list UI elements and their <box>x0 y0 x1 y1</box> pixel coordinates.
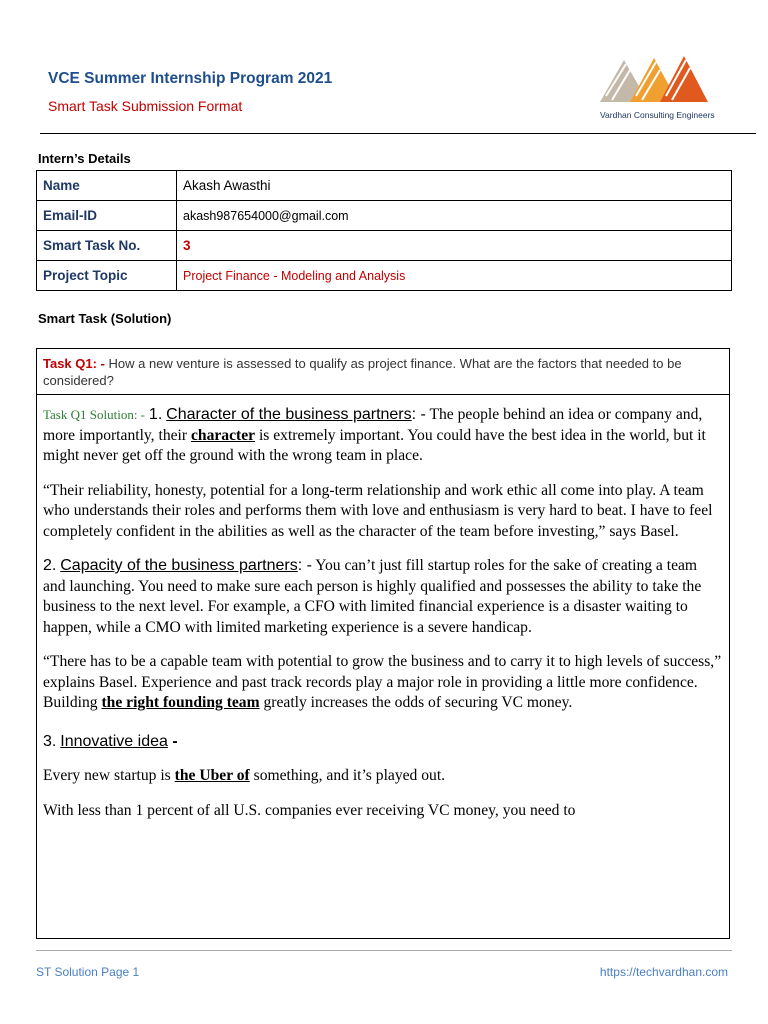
paragraph <box>43 732 723 753</box>
paragraph-1-bold: character <box>190 426 256 444</box>
project-topic-value: Project Finance - Modeling and Analysis <box>177 261 732 291</box>
name-key: Name <box>37 171 177 201</box>
paragraph <box>43 766 723 787</box>
table-row <box>37 231 732 261</box>
logo-caption: Vardhan Consulting Engineers <box>600 110 715 120</box>
table-row <box>37 261 732 291</box>
heading-3-title: Innovative idea <box>60 732 168 750</box>
paragraph-4a: “There has to be a capable team with potential to grow the business and to carry it to high levels of success,” explains Basel. Experience and past track records play a major role in providing a little more confidence. Building <box>43 653 722 711</box>
solution-body <box>37 395 729 821</box>
footer-link[interactable]: https://techvardhan.com <box>599 965 728 979</box>
intern-details-heading: Intern’s Details <box>38 151 131 166</box>
paragraph <box>43 556 723 638</box>
footer-divider <box>36 950 732 951</box>
heading-2-suffix: : - <box>297 557 312 574</box>
paragraph-2: “Their reliability, honesty, potential for a long-term relationship and work ethic all come into play. A team who understands their roles and performs them with love and enthusiasm is very hard to beat. I have to feel completely confident in the abilities as well as the character of the team before investing,” says Basel. <box>43 481 713 540</box>
heading-1-title: Character of the business partners <box>166 406 412 423</box>
solution-box <box>36 348 730 939</box>
heading-1-number: 1. <box>148 406 163 423</box>
table-row <box>37 201 732 231</box>
name-value: Akash Awasthi <box>177 171 732 201</box>
intern-details-table <box>36 170 732 291</box>
paragraph-5-bold: the Uber of <box>174 767 250 784</box>
heading-1-suffix: : - <box>411 406 426 423</box>
table-row <box>37 171 732 201</box>
paragraph-5b: something, and it’s played out. <box>249 767 446 784</box>
header-divider <box>40 133 756 134</box>
solution-label: Task Q1 Solution: - <box>43 407 146 422</box>
heading-2-title: Capacity of the business partners <box>60 557 298 574</box>
email-value: akash987654000@gmail.com <box>177 201 732 231</box>
footer-page-label: ST Solution Page 1 <box>36 965 140 979</box>
project-topic-key: Project Topic <box>37 261 177 291</box>
paragraph-4b: greatly increases the odds of securing VC money. <box>259 694 573 711</box>
logo-mountains-icon <box>600 56 708 102</box>
page-title: VCE Summer Internship Program 2021 <box>48 70 333 87</box>
heading-3-suffix: - <box>167 732 178 750</box>
paragraph-4-bold: the right founding team <box>101 694 260 711</box>
task-no-value: 3 <box>177 231 732 261</box>
paragraph <box>43 652 723 714</box>
paragraph-1b: is extremely important. You could have the best idea in the world, but it might never get off the ground with the wrong team in place. <box>43 426 706 464</box>
solution-heading: Smart Task (Solution) <box>38 311 172 326</box>
paragraph-5a: Every new startup is <box>43 767 175 784</box>
paragraph-6: With less than 1 percent of all U.S. companies ever receiving VC money, you need to <box>43 801 576 819</box>
email-key: Email-ID <box>37 201 177 231</box>
heading-3-number: 3. <box>43 732 57 750</box>
paragraph-3: You can’t just fill startup roles for the sake of creating a team and launching. You need to make sure each person is highly qualified and possesses the ability to take the business to the next level. For example, a CFO with limited financial experience is a disaster waiting to happen, while a CMO with limited marketing experience is a severe handicap. <box>43 557 702 636</box>
paragraph-1a: The people behind an idea or company and, more importantly, their <box>43 406 703 444</box>
question-label: Task Q1: - <box>43 356 105 371</box>
task-no-key: Smart Task No. <box>37 231 177 261</box>
question-text: How a new venture is assessed to qualify as project finance. What are the factors that needed to be considered? <box>43 356 682 388</box>
page-subtitle: Smart Task Submission Format <box>48 98 243 114</box>
heading-2-number: 2. <box>43 557 57 574</box>
question-row <box>37 349 729 395</box>
paragraph <box>43 405 723 467</box>
